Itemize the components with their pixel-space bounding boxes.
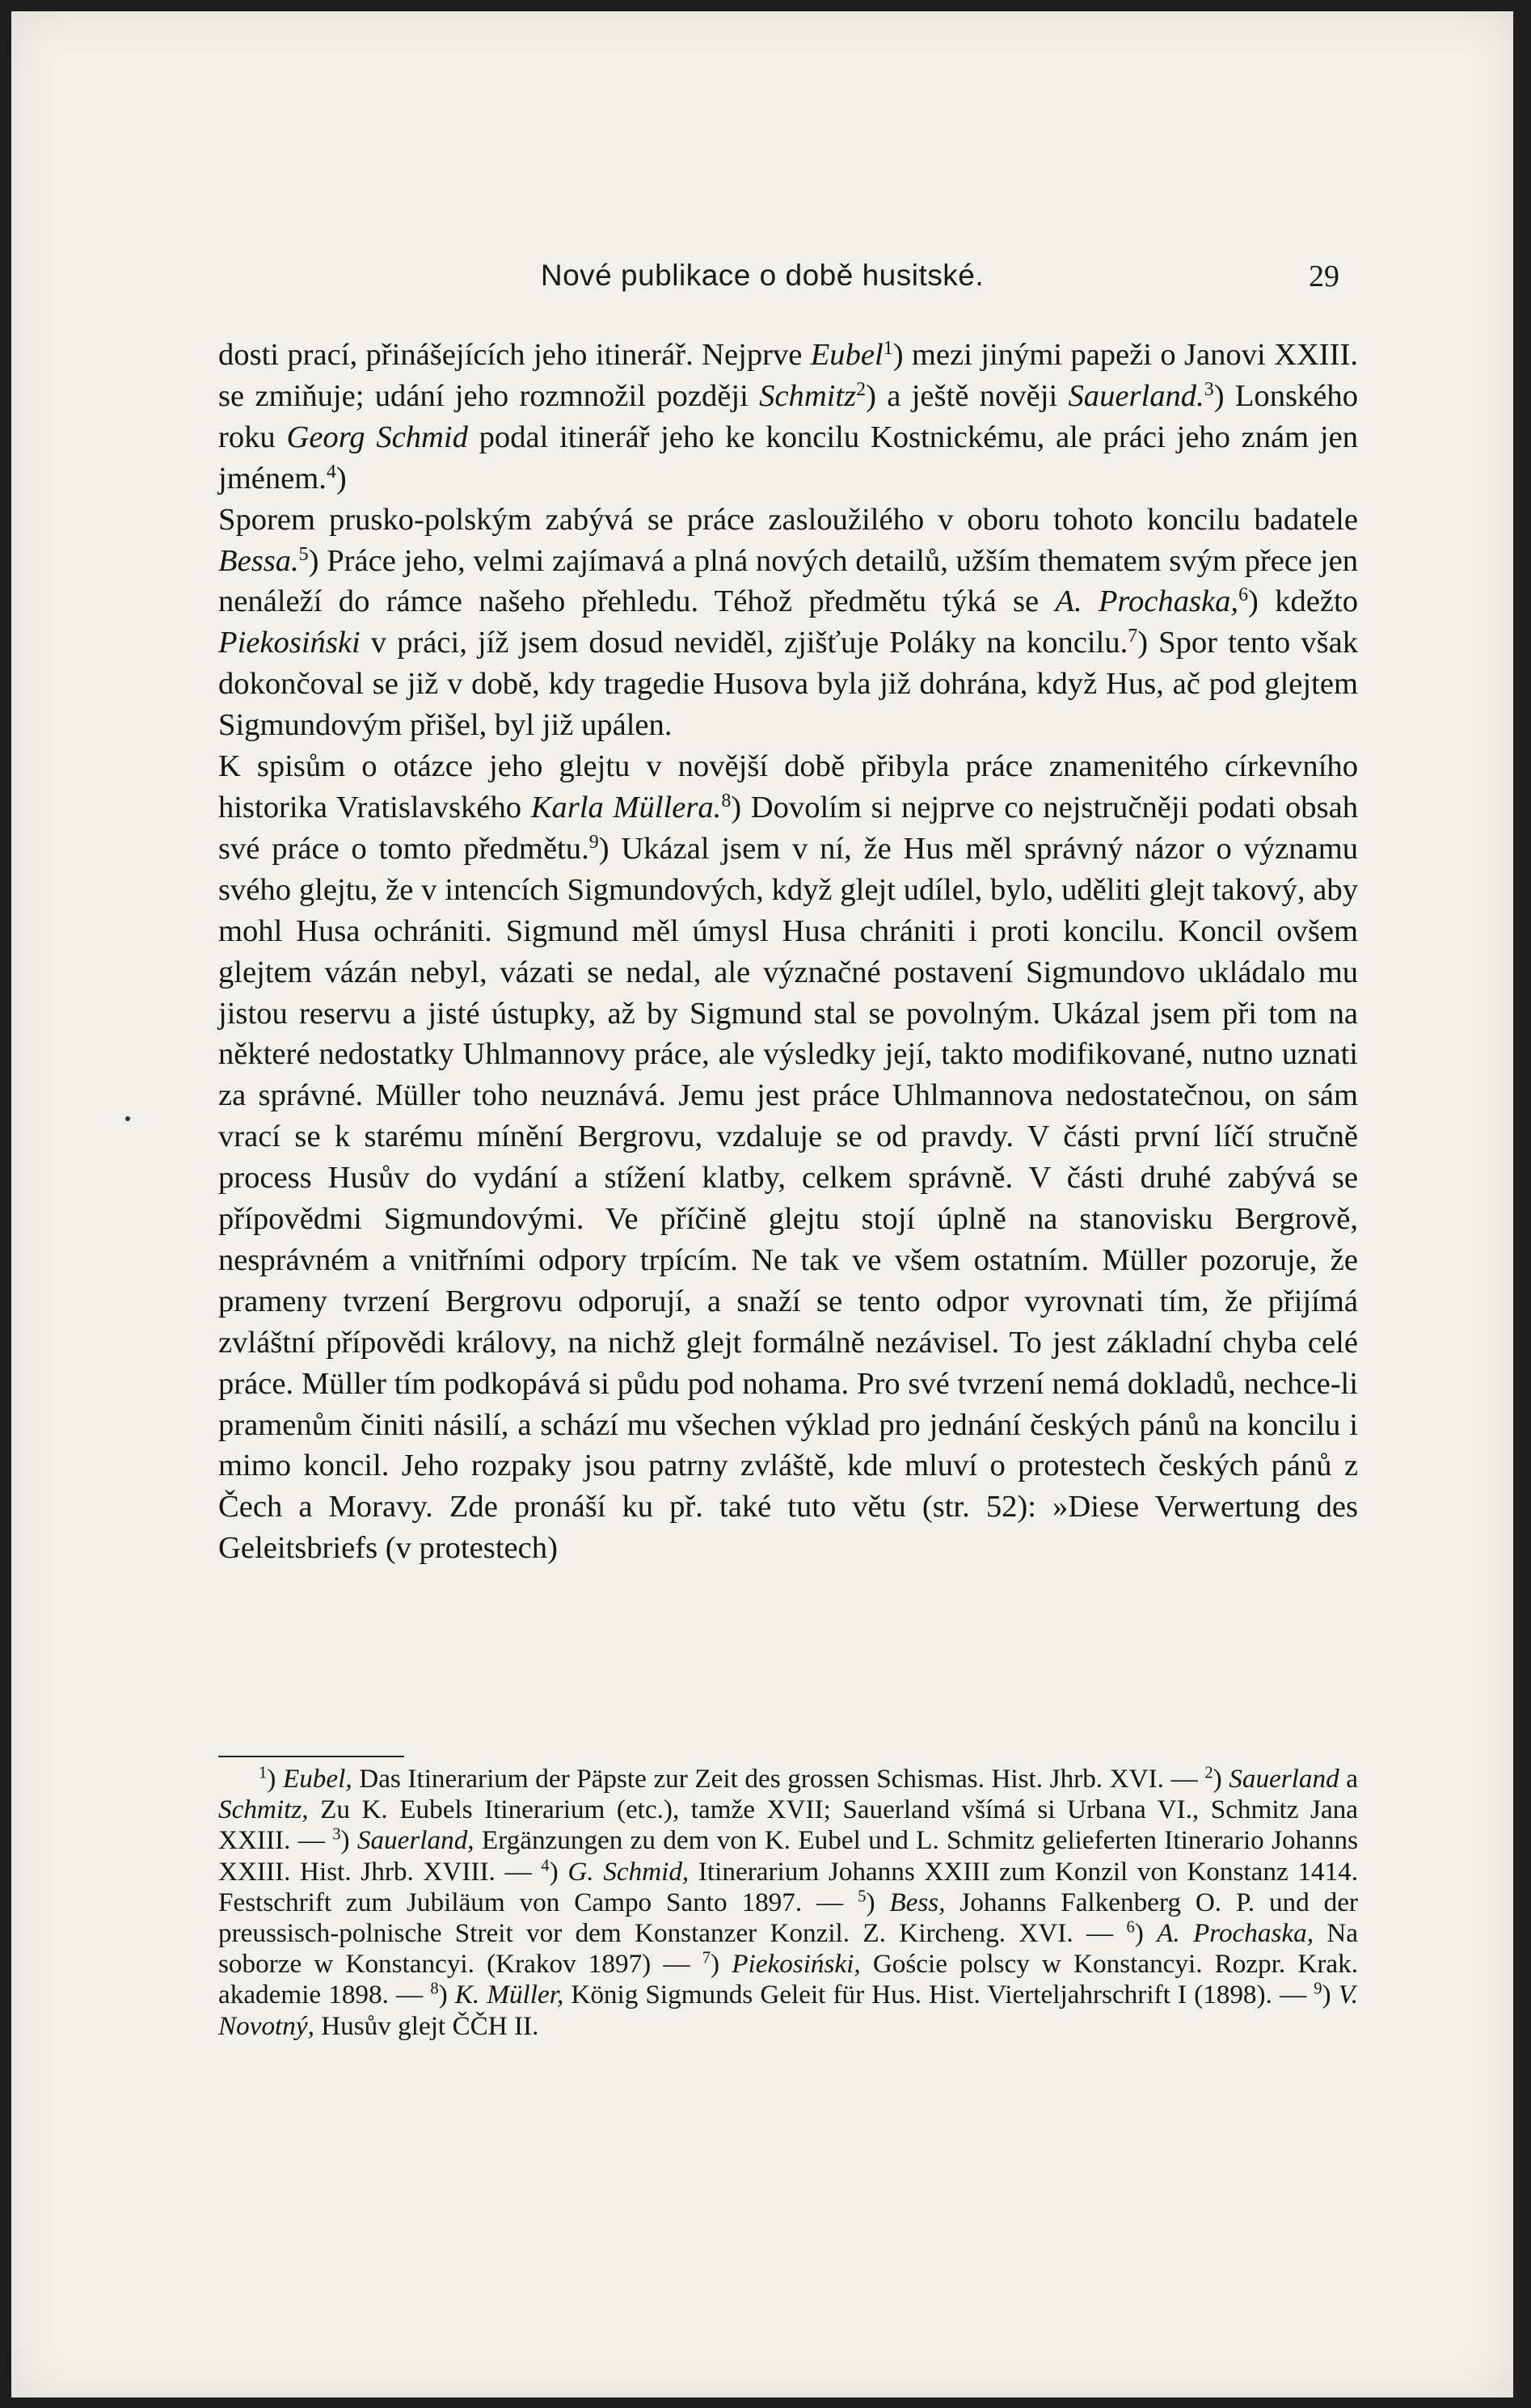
footnote-separator: [218, 1756, 404, 1757]
footnote-ref: 6: [1238, 584, 1249, 606]
author-ref: Bessa.: [218, 543, 299, 578]
footnote-ref: 7: [1128, 626, 1138, 647]
author-ref: Sauerland.: [1068, 378, 1204, 413]
footnote-ref: 2: [856, 378, 867, 400]
footnote-ref: 8: [721, 790, 732, 812]
footnote-ref: 1: [883, 337, 893, 359]
margin-dot: [125, 1116, 130, 1121]
author-ref: A. Prochaska,: [1055, 584, 1239, 619]
author-ref: Piekosiński: [218, 626, 361, 660]
author-ref: Karla Müllera.: [530, 790, 722, 824]
footnote-ref: 9: [588, 831, 599, 853]
footnote-ref: 4: [326, 461, 336, 483]
footnote-ref: 5: [298, 543, 309, 565]
paragraph-1: dosti prací, přinášejících jeho itinerář. Nejprve Eubel$^1$) mezi jinými papeži o Janovi XXIII. se zmiňuje; udání jeho rozmnožil později Schmitz$^2$) a ještě nověji Sauerland.$^3$) Lonského roku Georg Schmid podal itinerář jeho ke koncilu Kostnickému, ale práci jeho znám jen jménem.$^4$): [218, 337, 1359, 496]
footnotes: [218, 1764, 1358, 2042]
page-number: 29: [1309, 259, 1339, 293]
paragraph-3: K spisům o otázce jeho glejtu v novější době přibyla práce znamenitého církevního historika Vratislavského Karla Müllera.$^8$) Dovolím si nejprve co nejstručněji podati obsah své práce o tomto předmětu.$^9$) Ukázal jsem v ní, že Hus měl správný názor o významu svého glejtu, že v intencích Sigmundových, když glejt udílel, bylo, uděliti glejt takový, aby mohl Husa ochrániti. Sigmund měl úmysl Husa chrániti i proti koncilu. Koncil ovšem glejtem vázán nebyl, vázati se nedal, ale význačné postavení Sigmundovo ukládalo mu jistou reservu a jisté ústupky, až by Sigmund stal se povolným. Ukázal jsem při tom na některé nedostatky Uhlmannovy práce, ale výsledky její, takto modifikované, nutno uznati za správné. Müller toho neuznává. Jemu jest práce Uhlmannova nedostatečnou, on sám vrací se k starému mínění Bergrovu, vzdaluje se od pravdy. V části první líčí stručně process Husův do vydání a stížení klatby, celkem správně. V části druhé zabývá se přípovědmi Sigmundovými. Ve příčině glejtu stojí úplně na stanovisku Bergrově, nesprávném a vnitřními odpory trpícím. Ne tak ve všem ostatním. Müller pozoruje, že prameny tvrzení Bergrovu odporují, a snaží se tento odpor vyrovnati tím, že přijímá zvláštní přípovědi královy, na nichž glejt formálně nezávisel. To jest základní chyba celé práce. Müller tím podkopává si půdu pod nohama. Pro své tvrzení nemá dokladů, nechce-li pramenům činiti násilí, a schází mu všechen výklad pro jednání českých pánů na koncilu i mimo koncil. Jeho rozpaky jsou patrny zvláště, kde mluví o protestech českých pánů z Čech a Moravy. Zde pronáší ku př. také tuto větu (str. 52): »Diese Verwertung des Geleitsbriefs (v protestech): [218, 749, 1358, 1566]
author-ref: Eubel: [810, 338, 884, 372]
footnote-block: $^1$) Eubel, Das Itinerarium der Päpste zur Zeit des grossen Schismas. Hist. Jhrb. XVI. — $^2$) Sauerland a Schmitz, Zu K. Eubels Itinerarium (etc.), tamže XVII; Sauerland všímá si Urbana VI., Schmitz Jana XXIII. — $^3$) Sauerland, Ergänzungen zu dem von K. Eubel und L. Schmitz gelieferten Itinerario Johanns XXIII. Hist. Jhrb. XVIII. — $^4$) G. Schmid, Itinerarium Johanns XXIII zum Konzil von Konstanz 1414. Festschrift zum Jubiläum von Campo Santo 1897. — $^5$) Bess, Johanns Falkenberg O. P. und der preussisch-polnische Streit vor dem Konstanzer Konzil. Z. Kircheng. XVI. — $^6$) A. Prochaska, Na soborze w Konstancyi. (Krakov 1897) — $^7$) Piekosiński, Goście polscy w Konstancyi. Rozpr. Krak. akademie 1898. — $^8$) K. Müller, König Sigmunds Geleit für Hus. Hist. Vierteljahrschrift I (1898). — $^9$) V. Novotný, Husův glejt ČČH II.: [218, 1764, 1359, 2041]
author-ref: Schmitz: [759, 378, 857, 413]
footnote-ref: 3: [1204, 378, 1214, 400]
main-text: [218, 335, 1358, 1569]
scanned-page: [11, 11, 1513, 2397]
running-header: [11, 259, 1513, 299]
running-title: Nové publikace o době husitské.: [540, 259, 985, 292]
author-ref: Georg Schmid: [286, 420, 468, 454]
paragraph-2: Sporem prusko-polským zabývá se práce zasloužilého v oboru tohoto koncilu badatele Bessa.$^5$) Práce jeho, velmi zajímavá a plná nových detailů, užším thematem svým přece jen nenáleží do rámce našeho přehledu. Téhož předmětu týká se A. Prochaska,$^6$) kdežto Piekosiński v práci, jíž jsem dosud neviděl, zjišťuje Poláky na koncilu.$^7$) Spor tento však dokončoval se již v době, kdy tragedie Husova byla již dohrána, když Hus, ač pod glejtem Sigmundovým přišel, byl již upálen.: [218, 502, 1358, 743]
